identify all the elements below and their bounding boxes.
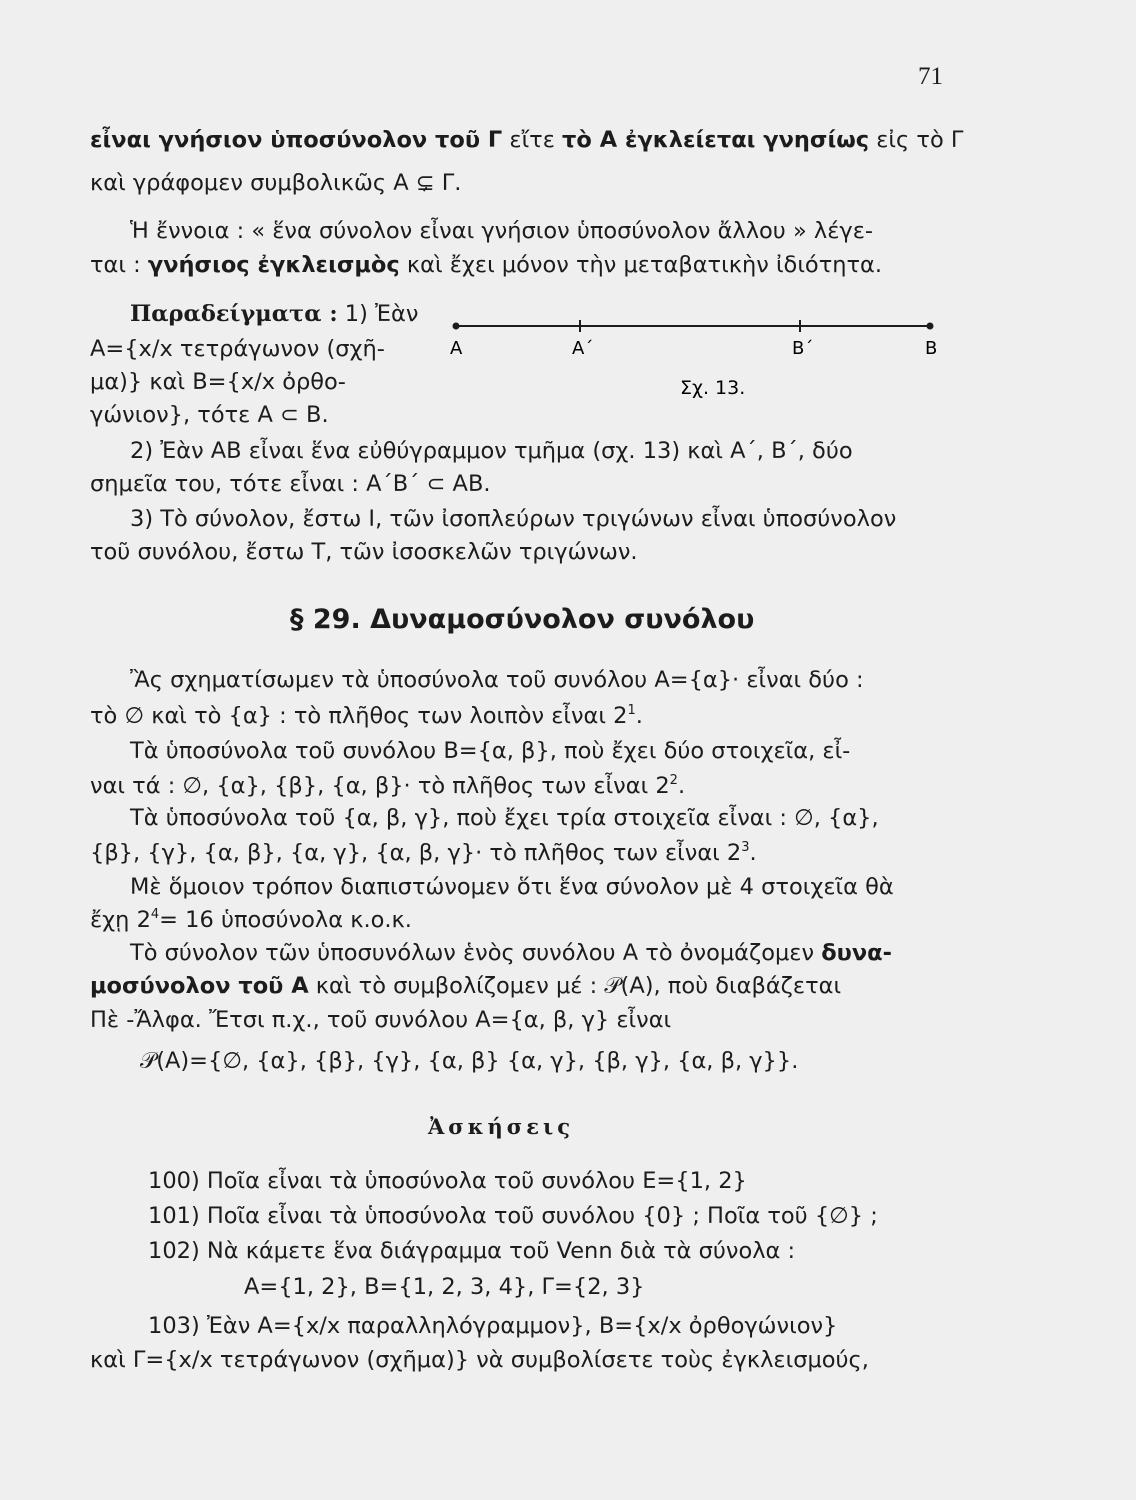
intro-line-4 (90, 250, 882, 280)
label-b: Β (925, 338, 938, 359)
section-p3-exponent: 3 (741, 840, 750, 855)
powerset-formula: 𝒫(Α)={∅, {α}, {β}, {γ}, {α, β} {α, γ}, {β, γ}, {α, β, γ}}. (140, 1048, 799, 1074)
section-title: Δυναμοσύνολον συνόλου (370, 604, 755, 635)
intro-line-1-mid: εἴτε (502, 127, 563, 153)
examples-label: Παραδείγματα : (130, 301, 338, 327)
intro-line-1-end: εἰς τὸ Γ (869, 127, 964, 153)
section-p5-line-2-end: καὶ τὸ συμβολίζομεν μέ : 𝒫(Α), ποὺ διαβάζεται (308, 973, 842, 999)
point-b-dot (927, 323, 934, 330)
section-p5-line-2 (90, 971, 841, 1001)
section-p3-line-1: Τὰ ὑποσύνολα τοῦ {α, β, γ}, ποὺ ἔχει τρία στοιχεῖα εἶναι : ∅, {α}, (130, 805, 879, 831)
section-p1-line-2 (90, 701, 643, 731)
intro-line-1 (90, 125, 963, 155)
example-1-line-3: μα)} καὶ Β={x/x ὀρθο- (90, 369, 346, 395)
section-p5-line-3: Πὲ -Ἄλφα. Ἔτσι π.χ., τοῦ συνόλου Α={α, β, γ} εἶναι (90, 1007, 672, 1033)
intro-line-4-start: ται : (90, 252, 148, 278)
example-1-line-4: γώνιον}, τότε Α ⊂ Β. (90, 402, 329, 428)
exercise-100: 100) Ποῖα εἶναι τὰ ὑποσύνολα τοῦ συνόλου Ε={1, 2} (148, 1168, 747, 1194)
point-a-dot (453, 323, 460, 330)
example-3-line-1: 3) Τὸ σύνολον, ἔστω Ι, τῶν ἰσοπλεύρων τριγώνων εἶναι ὑποσύνολον (130, 506, 897, 532)
section-p3-line-2-text: {β}, {γ}, {α, β}, {α, γ}, {α, β, γ}· τὸ πλῆθος των εἶναι 2 (90, 840, 742, 866)
intro-line-2: καὶ γράφομεν συμβολικῶς Α ⊊ Γ. (90, 170, 462, 196)
figure-caption: Σχ. 13. (680, 377, 746, 399)
section-p1-line-2-text: τὸ ∅ καὶ τὸ {α} : τὸ πλῆθος των λοιπὸν εἶναι 2 (90, 703, 628, 729)
exercise-101: 101) Ποῖα εἶναι τὰ ὑποσύνολα τοῦ συνόλου {0} ; Ποῖα τοῦ {∅} ; (148, 1203, 878, 1229)
intro-line-4-bold: γνήσιος ἐγκλεισμὸς (147, 252, 400, 278)
section-p4-line-2-end: = 16 ὑποσύνολα κ.ο.κ. (159, 907, 412, 933)
exercise-103-line-1: 103) Ἐὰν Α={x/x παραλληλόγραμμον}, Β={x/x ὀρθογώνιον} (148, 1313, 838, 1339)
page-number: 71 (918, 63, 943, 90)
example-3-line-2: τοῦ συνόλου, ἔστω Τ, τῶν ἰσοσκελῶν τριγώνων. (90, 539, 638, 565)
figure-13 (440, 310, 960, 410)
section-p1-exponent: 1 (627, 703, 636, 718)
section-p1-line-2-end: . (635, 703, 643, 729)
section-p5-line-1 (130, 938, 892, 968)
example-1-line-1 (130, 299, 418, 329)
intro-line-1-bold-2: τὸ Α ἐγκλείεται γνησίως (562, 127, 870, 153)
section-p3-line-2 (90, 838, 757, 868)
section-p2-line-2 (90, 771, 685, 801)
section-p5-term-end: μοσύνολον τοῦ Α (90, 973, 309, 999)
exercise-103-line-2: καὶ Γ={x/x τετράγωνον (σχῆμα)} νὰ συμβολίσετε τοὺς ἐγκλεισμούς, (90, 1347, 869, 1373)
section-p3-line-2-end: . (749, 840, 757, 866)
section-p4-exponent: 4 (150, 907, 160, 922)
label-a-prime: Α΄ (572, 338, 594, 359)
section-p1-line-1: Ἂς σχηματίσωμεν τὰ ὑποσύνολα τοῦ συνόλου Α={α}· εἶναι δύο : (130, 667, 864, 693)
section-p4-line-2-start: ἔχῃ 2 (90, 907, 151, 933)
exercises-heading: Ἀσκήσεις (428, 1114, 574, 1139)
example-1-intro: 1) Ἐὰν (337, 301, 419, 327)
section-p4-line-1: Μὲ ὅμοιον τρόπον διαπιστώνομεν ὅτι ἕνα σύνολον μὲ 4 στοιχεῖα θὰ (130, 874, 894, 900)
example-2-line-2: σημεῖα του, τότε εἶναι : Α΄Β΄ ⊂ ΑΒ. (90, 471, 491, 497)
label-b-prime: Β΄ (792, 338, 814, 359)
section-p4-line-2 (90, 905, 412, 935)
exercise-102: 102) Νὰ κάμετε ἕνα διάγραμμα τοῦ Venn διὰ τὰ σύνολα : (148, 1238, 796, 1264)
section-number: § 29. (290, 604, 361, 635)
section-p5-line-1-text: Τὸ σύνολον τῶν ὑποσυνόλων ἑνὸς συνόλου Α τὸ ὀνομάζομεν (130, 940, 822, 966)
example-2-line-1: 2) Ἐὰν ΑΒ εἶναι ἕνα εὐθύγραμμον τμῆμα (σχ. 13) καὶ Α΄, Β΄, δύο (130, 438, 853, 464)
section-p2-line-2-text: ναι τά : ∅, {α}, {β}, {α, β}· τὸ πλῆθος των εἶναι 2 (90, 773, 670, 799)
intro-line-4-end: καὶ ἔχει μόνον τὴν μεταβατικὴν ἰδιότητα. (399, 252, 883, 278)
exercise-102-sets: Α={1, 2}, Β={1, 2, 3, 4}, Γ={2, 3} (244, 1274, 645, 1300)
section-p2-line-2-end: . (677, 773, 686, 799)
intro-line-3: Ἡ ἔννοια : « ἕνα σύνολον εἶναι γνήσιον ὑποσύνολον ἄλλου » λέγε- (130, 218, 873, 244)
section-p2-exponent: 2 (669, 773, 678, 788)
section-p2-line-1: Τὰ ὑποσύνολα τοῦ συνόλου Β={α, β}, ποὺ ἔχει δύο στοιχεῖα, εἶ- (130, 738, 851, 764)
section-heading (290, 605, 754, 635)
example-1-line-2: Α={x/x τετράγωνον (σχῆ- (90, 336, 385, 362)
intro-line-1-bold: εἶναι γνήσιον ὑποσύνολον τοῦ Γ (90, 127, 503, 153)
section-p5-term-start: δυνα- (821, 940, 892, 966)
label-a: Α (450, 338, 463, 359)
